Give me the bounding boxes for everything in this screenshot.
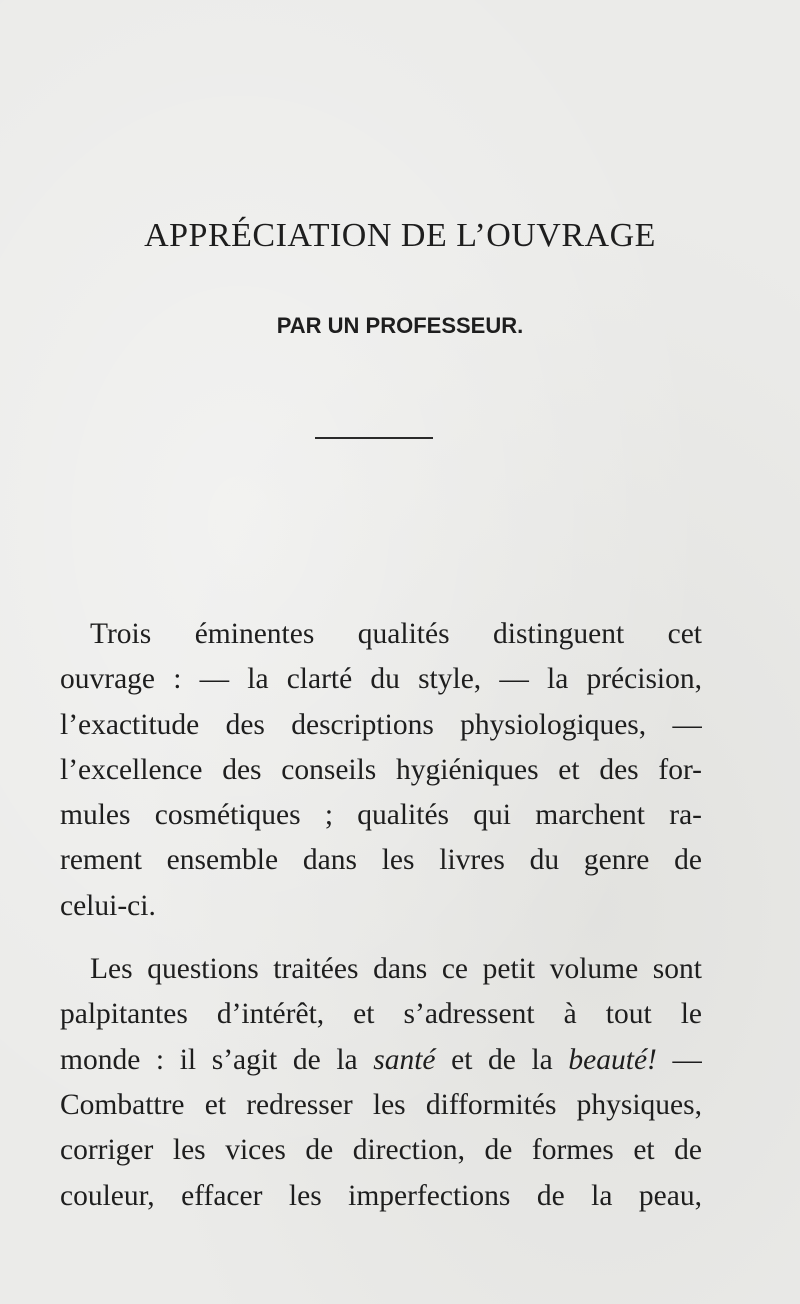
body-text — [60, 612, 702, 1219]
text-segment: monde : il s’agit de la — [60, 1043, 374, 1076]
italic-term-sante: santé — [373, 1043, 436, 1076]
page-subtitle: PAR UN PROFESSEUR. — [276, 313, 524, 338]
paragraph-1-line: celui-ci. — [60, 889, 156, 922]
paragraph-1-line: ouvrage : — la clarté du style, — la précision, — [60, 663, 702, 696]
paragraph-2-line: palpitantes d’intérêt, et s’adressent à tout le — [60, 998, 702, 1031]
text-segment: et de la — [435, 1043, 569, 1076]
page-title: APPRÉCIATION DE L’OUVRAGE — [144, 217, 656, 254]
paragraph-2-line: corriger les vices de direction, de formes et de — [60, 1134, 702, 1167]
paragraph-2-line — [60, 1038, 702, 1083]
italic-term-beaute: beauté! — [568, 1043, 657, 1076]
paragraph-2-line: Combattre et redresser les difformités physiques, — [60, 1088, 702, 1121]
paragraph-1-line: l’exactitude des descriptions physiologiques, — — [60, 708, 702, 741]
paragraph-1-line: rement ensemble dans les livres du genre de — [60, 844, 702, 877]
paragraph-1-line: l’excellence des conseils hygiéniques et des for- — [60, 753, 702, 786]
section-divider — [315, 437, 433, 439]
text-segment: — — [656, 1043, 702, 1076]
paragraph-2-line: couleur, effacer les imperfections de la peau, — [60, 1179, 702, 1212]
paragraph-gap — [60, 929, 702, 947]
paragraph-1-line: mules cosmétiques ; qualités qui marchent ra- — [60, 799, 702, 832]
paragraph-1-line: Trois éminentes qualités distinguent cet — [90, 618, 702, 650]
paragraph-2-line: Les questions traitées dans ce petit volume sont — [90, 953, 702, 986]
